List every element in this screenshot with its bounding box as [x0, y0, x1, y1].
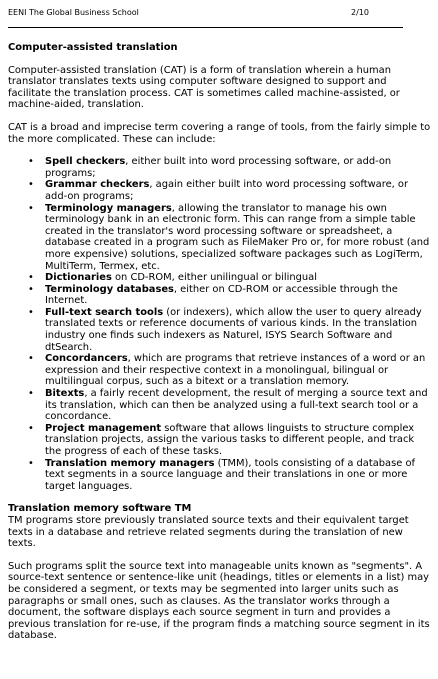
tool-term: Terminology databases — [45, 283, 174, 295]
tool-term: Project management — [45, 422, 162, 434]
list-item — [8, 307, 432, 353]
list-item — [8, 156, 432, 179]
bullet-icon: • — [28, 388, 34, 400]
tool-term: Bitexts — [45, 388, 85, 400]
cat-intro-paragraph: Computer-assisted translation (CAT) is a form of translation wherein a human translator translates texts using computer software designed to support and facilitate the translation process. CAT is sometimes called machine-assisted, or machine-aided, translation. — [8, 64, 400, 111]
tool-description: , a fairly recent development, the result of merging a source text and its translation, which can then be analyzed using a full-text search tool or a concordance. — [45, 388, 428, 423]
list-item — [8, 284, 432, 307]
cat-tools-list — [8, 156, 432, 492]
bullet-icon: • — [28, 202, 34, 214]
tool-term: Terminology managers — [45, 202, 172, 214]
tool-term: Concordancers — [45, 353, 128, 365]
list-item — [8, 458, 432, 493]
tool-term: Spell checkers — [45, 156, 126, 168]
cat-scope-paragraph: CAT is a broad and imprecise term covering a range of tools, from the fairly simple to the more complicated. These can include: — [8, 121, 431, 145]
list-item — [8, 272, 432, 284]
list-item — [8, 203, 432, 273]
page-header — [8, 8, 430, 28]
tool-description: , again either built into word processing software, or add-on programs; — [45, 179, 409, 202]
bullet-icon: • — [28, 156, 34, 168]
header-page-number: 2/10 — [351, 8, 369, 17]
tool-description: (TMM), tools consisting of a database of text segments in a source language and their translations in one or more target languages. — [45, 457, 415, 492]
section-title-tm: Translation memory software TM — [8, 503, 192, 515]
tool-description: software that allows linguists to structure complex translation projects, assign the various tasks to different people, and track the progress of each of these tasks. — [45, 422, 415, 457]
document-body — [8, 42, 432, 653]
tool-term: Translation memory managers — [45, 457, 215, 469]
section-title-cat: Computer-assisted translation — [8, 42, 178, 53]
tm-segments-paragraph: Such programs split the source text into manageable units known as "segments". A source-text sentence or sentence-like unit (headings, titles or elements in a list) may be considered a segment, or texts may be segmented into larger units such as paragraphs or small ones, such as clauses. As the translator works through a document, the software displays each source segment in turn and provides a previous translation for re-use, if the program finds a matching source segment in its database. — [8, 560, 430, 642]
tool-description: , either on CD-ROM or accessible through the Internet. — [45, 283, 398, 307]
list-item — [8, 388, 432, 423]
bullet-icon: • — [28, 179, 34, 191]
header-school-name: EENI The Global Business School — [8, 8, 139, 17]
bullet-icon: • — [28, 353, 34, 365]
bullet-icon: • — [28, 306, 34, 318]
tool-description: on CD-ROM, either unilingual or bilingual — [111, 272, 317, 284]
tm-intro-paragraph: TM programs store previously translated source texts and their equivalent target texts in a database and retrieve related segments during the translation of new texts. — [8, 514, 409, 550]
list-item — [8, 353, 432, 388]
header-divider — [8, 27, 403, 28]
bullet-icon: • — [28, 422, 34, 434]
tool-description: , allowing the translator to manage his own terminology bank in an electronic form. This can range from a simple table created in the translator's word processing software or spreadsheet, a database created in a program such as FileMaker Pro or, for more robust (and more expensive) solutions, specialized software packages such as LogiTerm, MultiTerm, Termex, etc. — [45, 202, 430, 272]
bullet-icon: • — [28, 283, 34, 295]
tm-section — [8, 503, 432, 642]
list-item — [8, 423, 432, 458]
bullet-icon: • — [28, 457, 34, 469]
tool-description: , either built into word processing software, or add-on programs; — [45, 156, 392, 179]
tool-term: Grammar checkers — [45, 179, 150, 191]
bullet-icon: • — [28, 272, 34, 284]
tool-term: Full-text search tools — [45, 306, 164, 318]
list-item — [8, 179, 432, 202]
tool-description: (or indexers), which allow the user to query already translated texts or reference documents of various kinds. In the translation industry one finds such indexers as Naturel, ISYS Search Software and dtSearch. — [45, 306, 422, 353]
tool-term: Dictionaries — [45, 272, 112, 284]
tool-description: , which are programs that retrieve instances of a word or an expression and their respective context in a monolingual, bilingual or multilingual corpus, such as a bitext or a translation memory. — [45, 353, 426, 388]
